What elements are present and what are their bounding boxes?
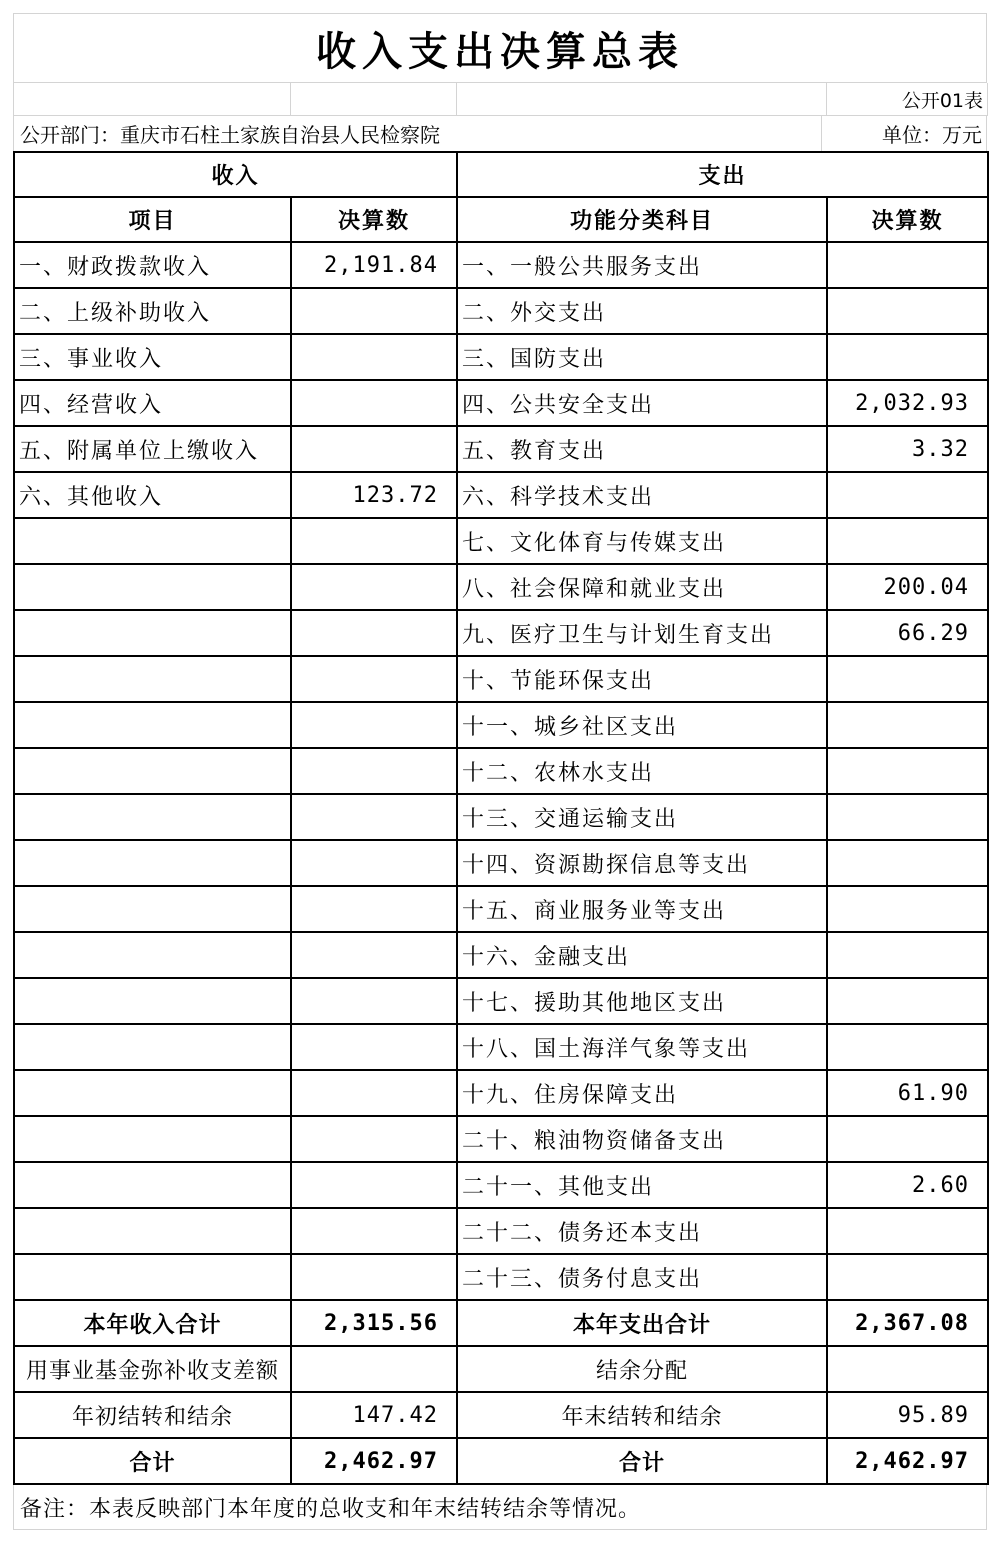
table-row xyxy=(14,1162,988,1208)
table-row xyxy=(14,1116,988,1162)
income-item xyxy=(14,1208,291,1254)
income-item: 六、其他收入 xyxy=(14,472,291,518)
expense-item: 十一、城乡社区支出 xyxy=(457,702,827,748)
summary-income-item: 合计 xyxy=(14,1438,291,1484)
expense-amount xyxy=(827,288,988,334)
income-item: 一、财政拨款收入 xyxy=(14,242,291,288)
table-row xyxy=(14,334,988,380)
table-row xyxy=(14,1070,988,1116)
expense-item: 七、文化体育与传媒支出 xyxy=(457,518,827,564)
blank-cell xyxy=(457,83,827,116)
income-amount xyxy=(291,518,457,564)
expense-item: 二、外交支出 xyxy=(457,288,827,334)
summary-income-amount: 2,315.56 xyxy=(291,1300,457,1346)
expense-amount xyxy=(827,518,988,564)
income-amount: 123.72 xyxy=(291,472,457,518)
table-row xyxy=(14,288,988,334)
income-item: 四、经营收入 xyxy=(14,380,291,426)
table-row xyxy=(14,886,988,932)
income-amount xyxy=(291,656,457,702)
income-item: 五、附属单位上缴收入 xyxy=(14,426,291,472)
summary-row xyxy=(14,1346,988,1392)
table-row xyxy=(14,242,988,288)
summary-expense-amount: 2,367.08 xyxy=(827,1300,988,1346)
income-item xyxy=(14,748,291,794)
income-amount xyxy=(291,288,457,334)
expense-item: 二十、粮油物资储备支出 xyxy=(457,1116,827,1162)
summary-expense-item: 本年支出合计 xyxy=(457,1300,827,1346)
income-item xyxy=(14,978,291,1024)
table-row xyxy=(14,794,988,840)
summary-expense-amount xyxy=(827,1346,988,1392)
income-item: 二、上级补助收入 xyxy=(14,288,291,334)
income-item xyxy=(14,886,291,932)
summary-expense-amount: 95.89 xyxy=(827,1392,988,1438)
expense-header: 支出 xyxy=(457,152,988,197)
income-item xyxy=(14,932,291,978)
expense-amount: 2.60 xyxy=(827,1162,988,1208)
unit-label: 单位：万元 xyxy=(821,116,986,151)
table-row xyxy=(14,426,988,472)
income-item xyxy=(14,564,291,610)
summary-income-amount: 2,462.97 xyxy=(291,1438,457,1484)
expense-amount xyxy=(827,656,988,702)
income-item xyxy=(14,656,291,702)
expense-item: 十七、援助其他地区支出 xyxy=(457,978,827,1024)
income-amount xyxy=(291,1116,457,1162)
expense-amount: 66.29 xyxy=(827,610,988,656)
income-amount xyxy=(291,794,457,840)
income-amount xyxy=(291,1024,457,1070)
income-amount xyxy=(291,932,457,978)
income-item: 三、事业收入 xyxy=(14,334,291,380)
summary-expense-amount: 2,462.97 xyxy=(827,1438,988,1484)
summary-expense-item: 合计 xyxy=(457,1438,827,1484)
expense-amount: 61.90 xyxy=(827,1070,988,1116)
expense-amount: 200.04 xyxy=(827,564,988,610)
expense-amount xyxy=(827,472,988,518)
expense-amount xyxy=(827,1024,988,1070)
expense-amount xyxy=(827,702,988,748)
table-number-row xyxy=(13,82,987,116)
expense-item: 五、教育支出 xyxy=(457,426,827,472)
income-item xyxy=(14,1162,291,1208)
income-amount xyxy=(291,426,457,472)
expense-amount: 3.32 xyxy=(827,426,988,472)
expense-item: 十、节能环保支出 xyxy=(457,656,827,702)
meta-row xyxy=(13,116,987,151)
table-row xyxy=(14,1024,988,1070)
column-header-row xyxy=(14,197,988,242)
income-item xyxy=(14,518,291,564)
expense-amount: 2,032.93 xyxy=(827,380,988,426)
expense-item: 四、公共安全支出 xyxy=(457,380,827,426)
expense-item: 八、社会保障和就业支出 xyxy=(457,564,827,610)
table-row xyxy=(14,748,988,794)
report-title: 收入支出决算总表 xyxy=(13,13,987,82)
amount-header: 决算数 xyxy=(291,197,457,242)
summary-row xyxy=(14,1392,988,1438)
income-item xyxy=(14,610,291,656)
expense-item: 二十三、债务付息支出 xyxy=(457,1254,827,1300)
table-row xyxy=(14,610,988,656)
table-row xyxy=(14,472,988,518)
blank-cell xyxy=(291,83,457,116)
footnote: 备注：本表反映部门本年度的总收支和年末结转结余等情况。 xyxy=(13,1485,987,1530)
table-row xyxy=(14,380,988,426)
expense-amount xyxy=(827,886,988,932)
section-header-row xyxy=(14,152,988,197)
income-header: 收入 xyxy=(14,152,457,197)
expense-amount xyxy=(827,794,988,840)
table-row xyxy=(14,518,988,564)
income-item xyxy=(14,794,291,840)
item-header: 项目 xyxy=(14,197,291,242)
income-amount xyxy=(291,610,457,656)
table-row xyxy=(14,702,988,748)
income-item xyxy=(14,1254,291,1300)
summary-row xyxy=(14,1300,988,1346)
expense-amount xyxy=(827,1254,988,1300)
summary-income-amount: 147.42 xyxy=(291,1392,457,1438)
expense-item: 十三、交通运输支出 xyxy=(457,794,827,840)
income-expense-table xyxy=(13,151,989,1485)
expense-amount xyxy=(827,334,988,380)
table-number: 公开01表 xyxy=(827,83,988,116)
income-amount xyxy=(291,380,457,426)
income-amount xyxy=(291,564,457,610)
income-amount xyxy=(291,886,457,932)
income-amount xyxy=(291,1070,457,1116)
expense-item: 一、一般公共服务支出 xyxy=(457,242,827,288)
income-amount xyxy=(291,840,457,886)
expense-item: 二十一、其他支出 xyxy=(457,1162,827,1208)
table-row xyxy=(14,840,988,886)
income-item xyxy=(14,1116,291,1162)
summary-expense-item: 结余分配 xyxy=(457,1346,827,1392)
summary-income-item: 年初结转和结余 xyxy=(14,1392,291,1438)
expense-item: 十五、商业服务业等支出 xyxy=(457,886,827,932)
income-item xyxy=(14,702,291,748)
amount-header-2: 决算数 xyxy=(827,197,988,242)
income-amount: 2,191.84 xyxy=(291,242,457,288)
income-item xyxy=(14,1024,291,1070)
expense-item: 九、医疗卫生与计划生育支出 xyxy=(457,610,827,656)
department-label: 公开部门：重庆市石柱土家族自治县人民检察院 xyxy=(20,123,440,147)
expense-item: 十二、农林水支出 xyxy=(457,748,827,794)
summary-income-item: 本年收入合计 xyxy=(14,1300,291,1346)
func-category-header: 功能分类科目 xyxy=(457,197,827,242)
expense-amount xyxy=(827,840,988,886)
income-amount xyxy=(291,1208,457,1254)
expense-item: 二十二、债务还本支出 xyxy=(457,1208,827,1254)
expense-item: 三、国防支出 xyxy=(457,334,827,380)
table-row xyxy=(14,564,988,610)
summary-row xyxy=(14,1438,988,1484)
expense-amount xyxy=(827,1208,988,1254)
expense-item: 六、科学技术支出 xyxy=(457,472,827,518)
expense-item: 十九、住房保障支出 xyxy=(457,1070,827,1116)
income-amount xyxy=(291,1254,457,1300)
expense-item: 十六、金融支出 xyxy=(457,932,827,978)
report-sheet xyxy=(13,13,987,1530)
income-amount xyxy=(291,748,457,794)
blank-cell xyxy=(14,83,291,116)
income-amount xyxy=(291,978,457,1024)
table-row xyxy=(14,932,988,978)
summary-income-item: 用事业基金弥补收支差额 xyxy=(14,1346,291,1392)
table-row xyxy=(14,656,988,702)
expense-amount xyxy=(827,1116,988,1162)
summary-income-amount xyxy=(291,1346,457,1392)
expense-amount xyxy=(827,932,988,978)
income-item xyxy=(14,1070,291,1116)
table-row xyxy=(14,1208,988,1254)
income-item xyxy=(14,840,291,886)
income-amount xyxy=(291,702,457,748)
table-row xyxy=(14,978,988,1024)
income-amount xyxy=(291,1162,457,1208)
expense-amount xyxy=(827,748,988,794)
expense-amount xyxy=(827,978,988,1024)
expense-item: 十八、国土海洋气象等支出 xyxy=(457,1024,827,1070)
table-row xyxy=(14,1254,988,1300)
expense-item: 十四、资源勘探信息等支出 xyxy=(457,840,827,886)
summary-expense-item: 年末结转和结余 xyxy=(457,1392,827,1438)
expense-amount xyxy=(827,242,988,288)
income-amount xyxy=(291,334,457,380)
